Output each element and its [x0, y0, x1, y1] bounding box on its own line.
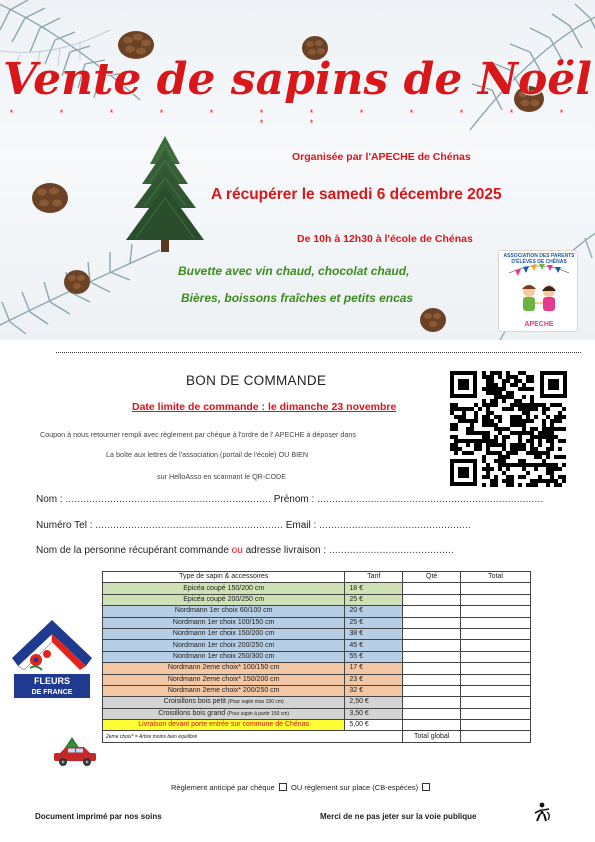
item-name-text: Croisillons bois petit: [163, 698, 226, 706]
table-row: [103, 651, 531, 662]
header-banner: [0, 0, 595, 340]
item-name: [103, 674, 345, 685]
item-qty-cell[interactable]: [403, 640, 461, 651]
item-note: (Pour sapin max 150 cm): [227, 699, 284, 706]
item-qty-cell[interactable]: [403, 697, 461, 708]
item-name-text: Nordmann 2eme choix* 100/150 cm: [167, 664, 280, 672]
table-row: [103, 685, 531, 696]
fleurs-de-france-logo: [6, 618, 98, 700]
item-price: 32 €: [345, 685, 403, 696]
item-name-text: Nordmann 1er choix 150/200 cm: [172, 630, 275, 638]
item-price: 55 €: [345, 651, 403, 662]
item-total-cell[interactable]: [461, 606, 531, 617]
item-total-cell[interactable]: [461, 594, 531, 605]
item-name-text: Livraison devant porte entrée sur commune de Chénas: [138, 721, 310, 729]
table-header-row: [103, 572, 531, 583]
pine-cone-4: [30, 180, 70, 216]
item-price: 17 €: [345, 663, 403, 674]
apeche-logo: [498, 250, 578, 332]
organizer-text: Organisée par l'APECHE de Chénas: [292, 151, 471, 163]
item-total-cell[interactable]: [461, 640, 531, 651]
pickup-address-label: adresse livraison :: [245, 545, 327, 556]
item-price: 2,50 €: [345, 697, 403, 708]
delivery-car-icon: [50, 735, 102, 767]
title-stars-decoration: * * * * * * * * * * * * * *: [9, 108, 586, 128]
item-name: [103, 697, 345, 708]
payment-onsite-checkbox[interactable]: [422, 783, 430, 791]
apeche-logo-name: APECHE: [524, 321, 554, 328]
item-name-text: Nordmann 2eme choix* 200/250 cm: [167, 687, 280, 695]
pickup-time-text: De 10h à 12h30 à l'école de Chénas: [297, 233, 473, 245]
payment-cheque-checkbox[interactable]: [279, 783, 287, 791]
total-cell[interactable]: [461, 731, 531, 742]
item-price: 25 €: [345, 617, 403, 628]
buvette-text-line2: Bières, boissons fraîches et petits encas: [181, 291, 414, 305]
dont-litter-icon: [532, 801, 552, 823]
item-total-cell[interactable]: [461, 651, 531, 662]
name-field[interactable]: .....................................................................: [65, 494, 271, 505]
item-qty-cell[interactable]: [403, 708, 461, 719]
item-total-cell[interactable]: [461, 697, 531, 708]
item-total-cell[interactable]: [461, 663, 531, 674]
item-qty-cell[interactable]: [403, 651, 461, 662]
christmas-tree-icon: [120, 134, 210, 254]
item-price: 38 €: [345, 628, 403, 639]
item-name-text: Nordmann 2eme choix* 150/200 cm: [167, 675, 280, 683]
item-qty-cell[interactable]: [403, 628, 461, 639]
item-name: [103, 663, 345, 674]
cut-line: [56, 352, 581, 353]
item-name-text: Nordmann 1er choix 100/150 cm: [172, 618, 275, 626]
footer-litter-note: Merci de ne pas jeter sur la voie publique: [320, 812, 477, 821]
pine-cone-6: [418, 306, 448, 334]
item-name: [103, 628, 345, 639]
table-total-row: [103, 731, 531, 742]
pickup-or-word: ou: [231, 545, 243, 556]
phone-field[interactable]: ...............................................................: [95, 520, 283, 531]
header-price: Tarif: [345, 572, 403, 583]
item-name: [103, 651, 345, 662]
pickup-person-row: [36, 545, 454, 556]
table-row: [103, 663, 531, 674]
item-name: [103, 640, 345, 651]
phone-label: Numéro Tel :: [36, 520, 93, 531]
payment-options: [171, 783, 432, 792]
form-title: BON DE COMMANDE: [186, 373, 327, 388]
item-name-text: Epicéa coupé 150/200 cm: [183, 584, 265, 592]
pickup-person-field[interactable]: ..........................................: [328, 545, 455, 556]
item-name: [103, 720, 345, 731]
table-row: [103, 697, 531, 708]
item-total-cell[interactable]: [461, 674, 531, 685]
item-price: 5,00 €: [345, 720, 403, 731]
table-row: [103, 583, 531, 594]
payment-onsite-label: OU règlement sur place (CB-espèces): [291, 783, 419, 792]
name-field-row: [36, 494, 543, 505]
item-price: 20 €: [345, 606, 403, 617]
qr-code[interactable]: [447, 368, 570, 489]
table-row: [103, 640, 531, 651]
item-qty-cell[interactable]: [403, 583, 461, 594]
firstname-label: Prénom :: [273, 494, 315, 505]
buvette-text-line1: Buvette avec vin chaud, chocolat chaud,: [178, 264, 410, 278]
item-price: 45 €: [345, 640, 403, 651]
table-row: [103, 708, 531, 719]
item-qty-cell[interactable]: [403, 720, 461, 731]
table-row: [103, 628, 531, 639]
item-qty-cell[interactable]: [403, 674, 461, 685]
item-price: 3,50 €: [345, 708, 403, 719]
order-table: [102, 571, 531, 743]
instruction-line1: Coupon à nous retourner rempli avec règlement par chèque à l'ordre de l' APECHE à déposer dans: [40, 430, 356, 439]
item-name: [103, 606, 345, 617]
table-row: [103, 606, 531, 617]
item-total-cell[interactable]: [461, 617, 531, 628]
header-type: Type de sapin & accessoires: [103, 572, 345, 583]
item-name: [103, 617, 345, 628]
total-label: Total global: [403, 731, 461, 742]
table-row: [103, 720, 531, 731]
item-qty-cell[interactable]: [403, 606, 461, 617]
table-row: [103, 674, 531, 685]
apeche-logo-arc-text: ASSOCIATION DES PARENTS D'ÉLÈVES DE CHÉNAS: [503, 253, 575, 265]
item-name: [103, 708, 345, 719]
phone-field-row: [36, 520, 471, 531]
fleurs-logo-line1: FLEURS: [34, 676, 70, 686]
item-name-text: Croisillons bois grand: [158, 709, 226, 717]
item-total-cell[interactable]: [461, 720, 531, 731]
item-qty-cell[interactable]: [403, 594, 461, 605]
pickup-person-label: Nom de la personne récupérant commande: [36, 545, 229, 556]
fleurs-logo-line2: DE FRANCE: [31, 689, 73, 696]
payment-cheque-label: Règlement anticipé par chèque: [171, 783, 275, 792]
name-label: Nom :: [36, 494, 63, 505]
item-name-text: Epicéa coupé 200/250 cm: [183, 595, 265, 603]
firstname-field[interactable]: ............................................................................: [317, 494, 544, 505]
item-price: 25 €: [345, 594, 403, 605]
footer-printed-note: Document imprimé par nos soins: [35, 812, 162, 821]
item-price: 23 €: [345, 674, 403, 685]
instruction-line3: sur HelloAsso en scannant le QR-CODE: [157, 472, 287, 481]
footnote-second-choice: 2eme choix* = Arbre moins bien équilibré: [103, 731, 403, 742]
item-total-cell[interactable]: [461, 685, 531, 696]
page-title: Vente de sapins de Noël: [3, 54, 592, 105]
item-name: [103, 594, 345, 605]
deadline-text: Date limite de commande : le dimanche 23 novembre: [132, 401, 397, 413]
item-note: (Pour sapin à partir 150 cm): [227, 710, 290, 717]
item-price: 18 €: [345, 583, 403, 594]
item-name-text: Nordmann 1er choix 200/250 cm: [172, 641, 275, 649]
item-name: [103, 685, 345, 696]
header-total: Total: [461, 572, 531, 583]
item-total-cell[interactable]: [461, 628, 531, 639]
item-name-text: Nordmann 1er choix 60/100 cm: [174, 607, 273, 615]
table-row: [103, 617, 531, 628]
table-row: [103, 594, 531, 605]
pickup-date-text: A récupérer le samedi 6 décembre 2025: [211, 186, 502, 203]
item-qty-cell[interactable]: [403, 617, 461, 628]
pine-cone-5: [62, 268, 92, 296]
item-total-cell[interactable]: [461, 583, 531, 594]
item-name: [103, 583, 345, 594]
item-qty-cell[interactable]: [403, 663, 461, 674]
header-qty: Qté: [403, 572, 461, 583]
email-field[interactable]: ...................................................: [319, 520, 471, 531]
item-name-text: Nordmann 1er choix 250/300 cm: [172, 652, 275, 660]
instruction-line2: La boîte aux lettres de l'association (portail de l'école) OU BIEN: [106, 450, 309, 459]
item-qty-cell[interactable]: [403, 685, 461, 696]
item-total-cell[interactable]: [461, 708, 531, 719]
email-label: Email :: [285, 520, 317, 531]
